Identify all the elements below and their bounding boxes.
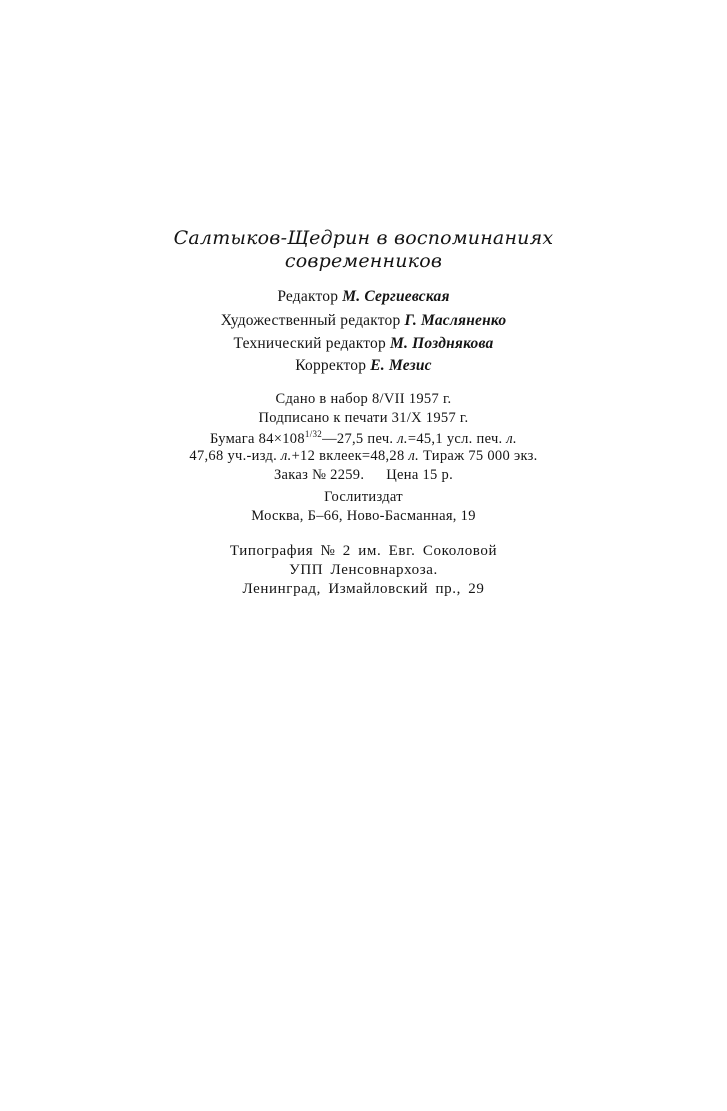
printer-line-2: УПП Ленсовнархоза. xyxy=(289,562,438,578)
credit-name: М. Позднякова xyxy=(390,335,494,352)
imprint-signed-date: Подписано к печати 31/X 1957 г. xyxy=(258,410,469,426)
credit-technical-editor xyxy=(0,336,727,352)
paper-fraction: 1/32 xyxy=(304,429,323,439)
printer-line-1: Типография № 2 им. Евг. Соколовой xyxy=(229,543,498,559)
price: Цена 15 р. xyxy=(386,467,454,483)
book-title-line-1: Салтыков-Щедрин в воспоминаниях xyxy=(173,227,554,249)
credit-role: Редактор xyxy=(277,288,339,305)
publisher-address: Москва, Б–66, Ново-Басманная, 19 xyxy=(251,508,476,524)
imprint-order-price xyxy=(0,468,727,483)
credit-name: Г. Масляненко xyxy=(404,312,507,329)
credit-role: Корректор xyxy=(295,357,367,374)
credit-art-editor xyxy=(0,313,727,329)
order-number: Заказ № 2259. xyxy=(273,467,365,483)
credit-name: Е. Мезис xyxy=(370,357,432,374)
imprint-paper-format: Бумага $84\times 108^{1/32}—27,5$ печ. л.=45,1 усл. печ. л. xyxy=(210,429,517,447)
credit-editor xyxy=(0,289,727,305)
printer-line-3: Ленинград, Измайловский пр., 29 xyxy=(242,581,485,597)
publisher-name: Гослитиздат xyxy=(324,489,403,505)
credit-role: Художественный редактор xyxy=(220,312,401,329)
imprint-sheets-print-run: 47,68 уч.-изд. л.+12 вклеек=48,28 л. Тираж 75 000 экз. xyxy=(189,448,538,464)
imprint-typeset-date: Сдано в набор 8/VII 1957 г. xyxy=(275,391,452,407)
credit-name: М. Сергиевская xyxy=(342,288,450,305)
book-title-line-2: современников xyxy=(284,250,443,272)
credit-role: Технический редактор xyxy=(233,335,386,352)
credit-proofreader xyxy=(0,358,727,374)
